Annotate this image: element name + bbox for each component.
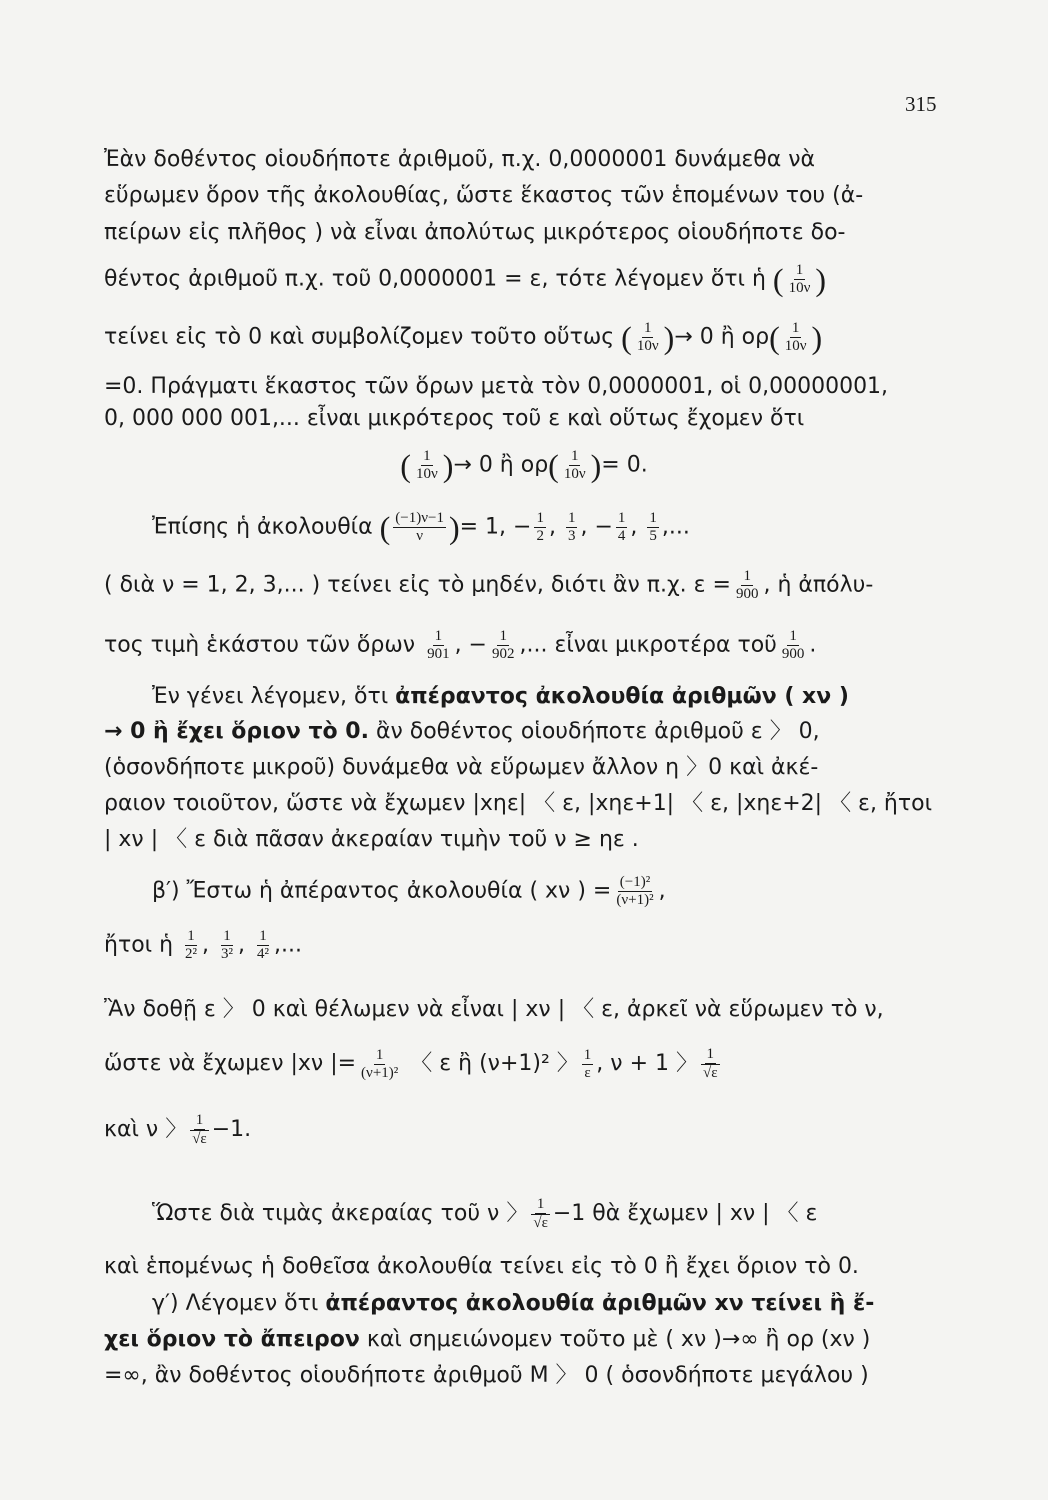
text-line: καὶ ν 〉 $\frac{1}{√\varepsilon}$ −1. xyxy=(104,1112,252,1147)
fraction: $\frac{1}{\text{(ν+1)²}}$ xyxy=(361,1046,399,1081)
page-number: 315 xyxy=(905,92,937,116)
definition-term: ἀπέραντος ἀκολουθία ἀριθμῶν xν τείνει ἢ ἔ- xyxy=(325,1291,875,1316)
text-line: ὥστε νὰ ἔχωμεν |xν |= $\frac{1}{\text{(ν+1)²}}$ 〈 ε ἢ (ν+1)² 〉 $\frac{1}{\varepsilon}$ , ν + 1 〉 $\frac{1}{√\varepsilon}$ xyxy=(104,1046,718,1081)
text-line: ἤτοι ἡ $\frac{1}{\text{2²}}$ , $\frac{1}{\text{3²}}$ , $\frac{1}{\text{4²}}$ ,... xyxy=(104,928,303,962)
text-line: τείνει εἰς τὸ 0 καὶ συμβολίζομεν τοῦτο οὕτως ( $\frac{1}{10\nu}$ )→ 0 ἢ ορ( $\frac{1}{10\nu}$ ) xyxy=(104,319,823,356)
text-line: εὕρωμεν ὅρον τῆς ἀκολουθίας, ὥστε ἕκαστος τῶν ἑπομένων του (ἀ- xyxy=(104,183,864,208)
text-line: θέντος ἀριθμοῦ π.χ. τοῦ 0,0000001 = ε, τότε λέγομεν ὅτι ἡ ( $\frac{1}{10\nu}$ ) xyxy=(104,261,827,298)
fraction: $\frac{1}{5}$ xyxy=(649,510,657,544)
text-line: πείρων εἰς πλῆθος ) νὰ εἶναι ἀπολύτως μικρότερος οἱουδήποτε δο- xyxy=(104,220,846,245)
fraction: $\frac{1}{902}$ xyxy=(491,628,515,662)
fraction: $\frac{(-1)\nu-1}{\nu}$ xyxy=(395,510,444,544)
text-line: 0, 000 000 001,... εἶναι μικρότερος τοῦ ε καὶ οὕτως ἔχομεν ὅτι xyxy=(104,406,805,431)
text-line: ( διὰ ν = 1, 2, 3,... ) τείνει εἰς τὸ μηδέν, διότι ἂν π.χ. ε = $\frac{1}{900}$ , ἡ ἀπόλυ- xyxy=(104,568,874,602)
fraction: $\frac{1}{10\nu}$ xyxy=(636,320,659,354)
fraction: $\frac{1}{4}$ xyxy=(617,510,626,544)
fraction: $\frac{1}{\text{3²}}$ xyxy=(221,928,234,962)
text-line: Ἐν γένει λέγομεν, ὅτι ἀπέραντος ἀκολουθία ἀριθμῶν ( xν ) xyxy=(152,684,849,709)
text-line: ραιον τοιοῦτον, ὥστε νὰ ἔχωμεν |xηε| 〈 ε, |xηε+1| 〈 ε, |xηε+2| 〈 ε, ἤτοι xyxy=(104,791,933,816)
text-line: Ὥστε διὰ τιμὰς ἀκεραίας τοῦ ν 〉 $\frac{1}{√\varepsilon}$ −1 θὰ ἔχωμεν | xν | 〈 ε xyxy=(152,1196,818,1231)
fraction: $\frac{1}{√\varepsilon}$ xyxy=(533,1196,548,1231)
text-line: | xν | 〈 ε διὰ πᾶσαν ἀκεραίαν τιμὴν τοῦ ν ≥ ηε . xyxy=(104,827,639,852)
text-line: β′) Ἔστω ἡ ἀπέραντος ἀκολουθία ( xν ) = $\frac{\text{(−1)²}}{\text{(ν+1)²}}$ , xyxy=(152,874,666,908)
fraction: $\frac{1}{900}$ xyxy=(735,568,759,602)
text-line: χει ὅριον τὸ ἄπειρον καὶ σημειώνομεν τοῦτο μὲ ( xν )→∞ ἢ ορ (xν ) xyxy=(104,1327,871,1352)
definition-term: χει ὅριον τὸ ἄπειρον xyxy=(104,1327,360,1352)
text-line: Ἂν δοθῇ ε 〉 0 καὶ θέλωμεν νὰ εἶναι | xν | 〈 ε, ἀρκεῖ νὰ εὕρωμεν τὸ ν, xyxy=(104,997,884,1022)
text-line: Ἐὰν δοθέντος οἱουδήποτε ἀριθμοῦ, π.χ. 0,0000001 δυνάμεθα νὰ xyxy=(104,147,815,172)
fraction: $\frac{1}{\text{2²}}$ xyxy=(185,928,198,962)
fraction: $\frac{1}{√\varepsilon}$ xyxy=(192,1112,207,1147)
equation: ( $\frac{1}{10\nu}$ )→ 0 ἢ ορ( $\frac{1}{10\nu}$ )= 0. xyxy=(400,447,648,484)
fraction: $\frac{1}{3}$ xyxy=(567,510,576,544)
text-line: τος τιμὴ ἑκάστου τῶν ὅρων $\frac{1}{901}$ , − $\frac{1}{902}$ ,... εἶναι μικροτέρα τοῦ $\frac{1}{900}$ . xyxy=(104,628,817,662)
fraction: $\frac{\text{(−1)²}}{\text{(ν+1)²}}$ xyxy=(616,874,654,908)
fraction: $\frac{1}{10\nu}$ xyxy=(784,320,807,354)
definition-term: → 0 ἢ ἔχει ὅριον τὸ 0. xyxy=(104,719,369,744)
text-line: =∞, ἂν δοθέντος οἱουδήποτε ἀριθμοῦ Μ 〉 0 ( ὁσονδήποτε μεγάλου ) xyxy=(104,1363,869,1388)
fraction: $\frac{1}{2}$ xyxy=(536,510,544,544)
fraction: $\frac{1}{900}$ xyxy=(781,628,805,662)
text-line: → 0 ἢ ἔχει ὅριον τὸ 0. ἂν δοθέντος οἱουδήποτε ἀριθμοῦ ε 〉 0, xyxy=(104,719,820,744)
text-line: =0. Πράγματι ἕκαστος τῶν ὅρων μετὰ τὸν 0,0000001, οἱ 0,00000001, xyxy=(104,374,889,399)
fraction: $\frac{1}{10\nu}$ xyxy=(788,262,811,296)
fraction: $\frac{1}{\text{4²}}$ xyxy=(257,928,270,962)
text-line: καὶ ἑπομένως ἡ δοθεῖσα ἀκολουθία τείνει εἰς τὸ 0 ἢ ἔχει ὅριον τὸ 0. xyxy=(104,1254,859,1279)
text-line: (ὁσονδήποτε μικροῦ) δυνάμεθα νὰ εὕρωμεν ἄλλον η 〉0 καὶ ἀκέ- xyxy=(104,755,819,780)
text-line: γ′) Λέγομεν ὅτι ἀπέραντος ἀκολουθία ἀριθμῶν xν τείνει ἢ ἔ- xyxy=(152,1291,875,1316)
fraction: $\frac{1}{901}$ xyxy=(427,628,450,662)
fraction: $\frac{1}{\varepsilon}$ xyxy=(583,1046,592,1081)
text-line: Ἐπίσης ἡ ἀκολουθία ( $\frac{(-1)\nu-1}{\nu}$ )= 1, − $\frac{1}{2}$ , $\frac{1}{3}$ , − $\frac{1}{4}$ , $\frac{1}{5}$ ,... xyxy=(152,509,690,546)
fraction: $\frac{1}{√\varepsilon}$ xyxy=(702,1046,718,1081)
fraction: $\frac{1}{10\nu}$ xyxy=(563,448,586,482)
fraction: $\frac{1}{10\nu}$ xyxy=(415,448,438,482)
definition-term: ἀπέραντος ἀκολουθία ἀριθμῶν ( xν ) xyxy=(395,684,849,709)
